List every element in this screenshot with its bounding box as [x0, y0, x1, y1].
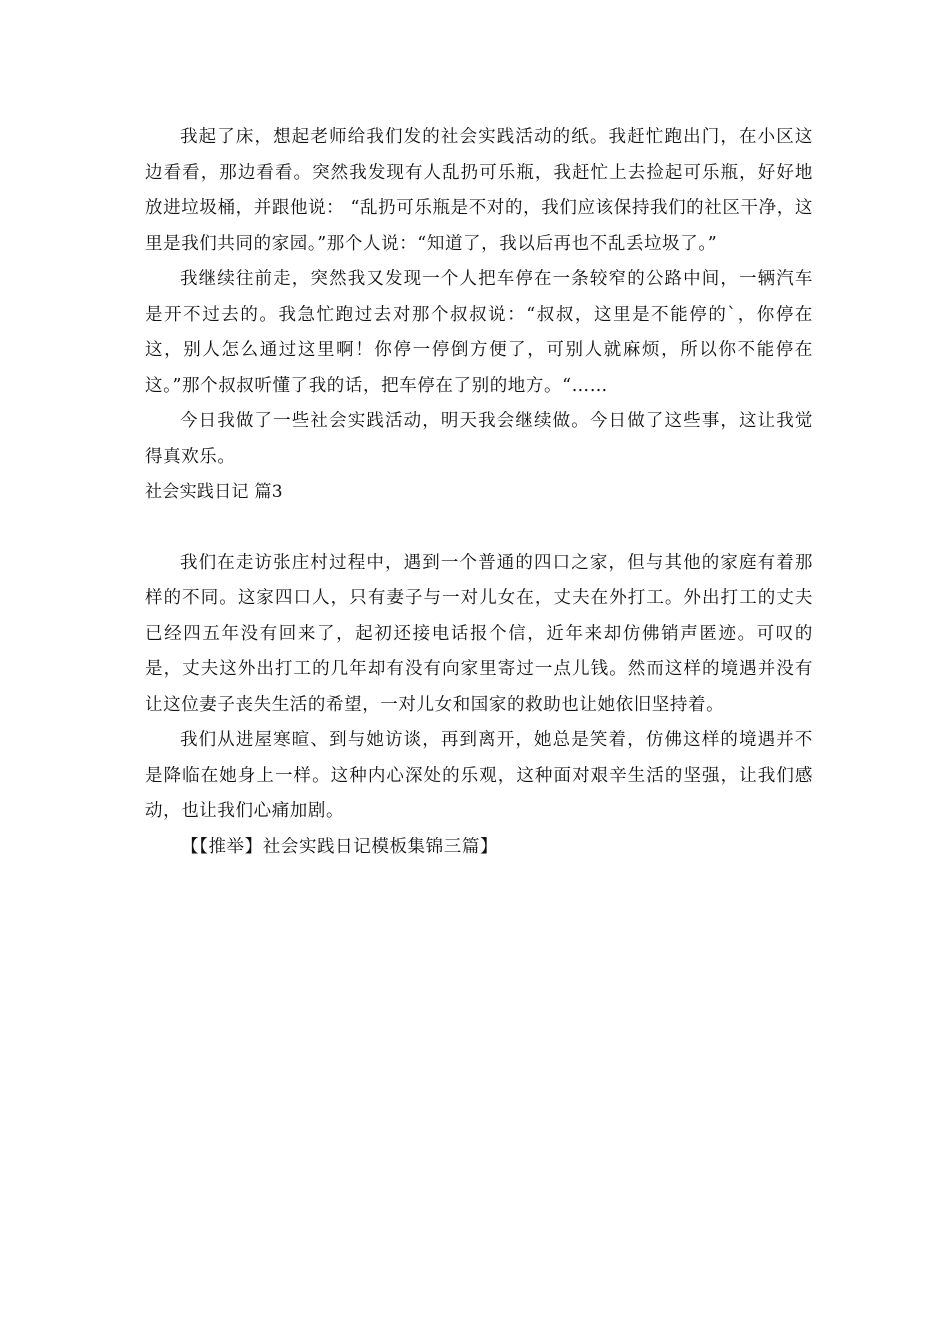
paragraph: 我们在走访张庄村过程中，遇到一个普通的四口之家，但与其他的家庭有着那样的不同。这家四口人，只有妻子与一对儿女在，丈夫在外打工。外出打工的丈夫已经四五年没有回来了，起初还接电话报个信，近年来却仿佛销声匿迹。可叹的是，丈夫这外出打工的几年却有没有向家里寄过一点儿钱。然而这样的境遇并没有让这位妻子丧失生活的希望，一对儿女和国家的救助也让她依旧坚持着。: [145, 552, 813, 715]
section-heading: 社会实践日记 篇3: [145, 482, 283, 502]
document-body: [145, 120, 813, 865]
paragraph: 我们从进屋寒暄、到与她访谈，再到离开，她总是笑着，仿佛这样的境遇并不是降临在她身上一样。这种内心深处的乐观，这种面对艰辛生活的坚强，让我们感动，也让我们心痛加剧。: [145, 730, 813, 821]
blank-line: [145, 511, 813, 546]
paragraph: 我起了床，想起老师给我们发的社会实践活动的纸。我赶忙跑出门，在小区这边看看，那边看看。突然我发现有人乱扔可乐瓶，我赶忙上去捡起可乐瓶，好好地放进垃圾桶，并跟他说： “乱扔可乐瓶是不对的，我们应该保持我们的社区干净，这里是我们共同的家园。”那个人说：“知道了，我以后再也不乱丢垃圾了。”: [145, 127, 813, 254]
paragraph: 我继续往前走，突然我又发现一个人把车停在一条较窄的公路中间，一辆汽车是开不过去的。我急忙跑过去对那个叔叔说：“叔叔，这里是不能停的`，你停在这，别人怎么通过这里啊！你停一停倒方便了，可别人就麻烦，所以你不能停在这。”那个叔叔听懂了我的话，把车停在了别的地方。“……: [145, 269, 813, 396]
paragraph: 今日我做了一些社会实践活动，明天我会继续做。今日做了这些事，这让我觉得真欢乐。: [145, 411, 813, 467]
document-title-footer: 【【推举】社会实践日记模板集锦三篇】: [181, 836, 499, 857]
